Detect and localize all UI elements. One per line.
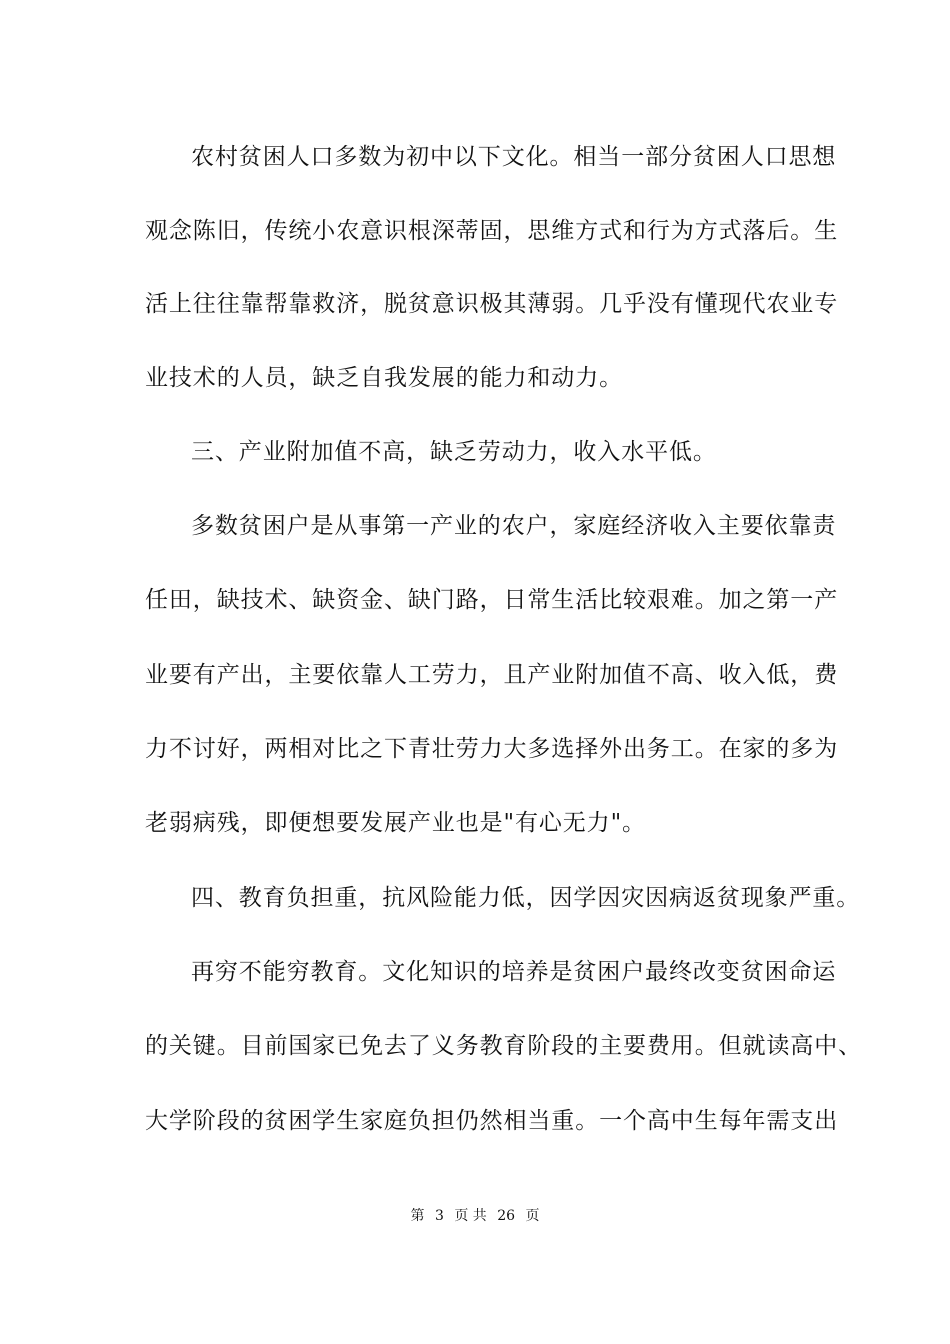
footer-mid: 页 共 [454, 1208, 487, 1224]
current-page-number: 3 [434, 1208, 444, 1224]
paragraph-line: 力不讨好，两相对比之下青壮劳力大多选择外出务工。在家的多为 [145, 736, 839, 762]
paragraph-line: 任田，缺技术、缺资金、缺门路，日常生活比较艰难。加之第一产 [145, 587, 839, 613]
paragraph-line: 的关键。目前国家已免去了义务教育阶段的主要费用。但就读高中、 [145, 1033, 862, 1059]
section-heading: 三、产业附加值不高，缺乏劳动力，收入水平低。 [191, 439, 717, 465]
section-heading: 四、教育负担重，抗风险能力低，因学因灾因病返贫现象严重。 [191, 885, 861, 911]
paragraph-line: 大学阶段的贫困学生家庭负担仍然相当重。一个高中生每年需支出 [145, 1108, 839, 1134]
page-footer [0, 1207, 950, 1225]
paragraph-line: 再穷不能穷教育。文化知识的培养是贫困户最终改变贫困命运 [191, 959, 837, 985]
paragraph-line: 老弱病残，即便想要发展产业也是"有心无力"。 [145, 810, 646, 836]
paragraph-line: 活上往往靠帮靠救济，脱贫意识极其薄弱。几乎没有懂现代农业专 [145, 291, 839, 317]
footer-prefix: 第 [410, 1208, 425, 1224]
footer-suffix: 页 [525, 1208, 540, 1224]
paragraph-line: 多数贫困户是从事第一产业的农户，家庭经济收入主要依靠责 [191, 513, 837, 539]
total-pages-number: 26 [497, 1208, 516, 1224]
paragraph-line: 观念陈旧，传统小农意识根深蒂固，思维方式和行为方式落后。生 [145, 218, 839, 244]
paragraph-line: 农村贫困人口多数为初中以下文化。相当一部分贫困人口思想 [191, 144, 837, 170]
paragraph-line: 业要有产出，主要依靠人工劳力，且产业附加值不高、收入低，费 [145, 662, 839, 688]
paragraph-line: 业技术的人员，缺乏自我发展的能力和动力。 [145, 365, 623, 391]
